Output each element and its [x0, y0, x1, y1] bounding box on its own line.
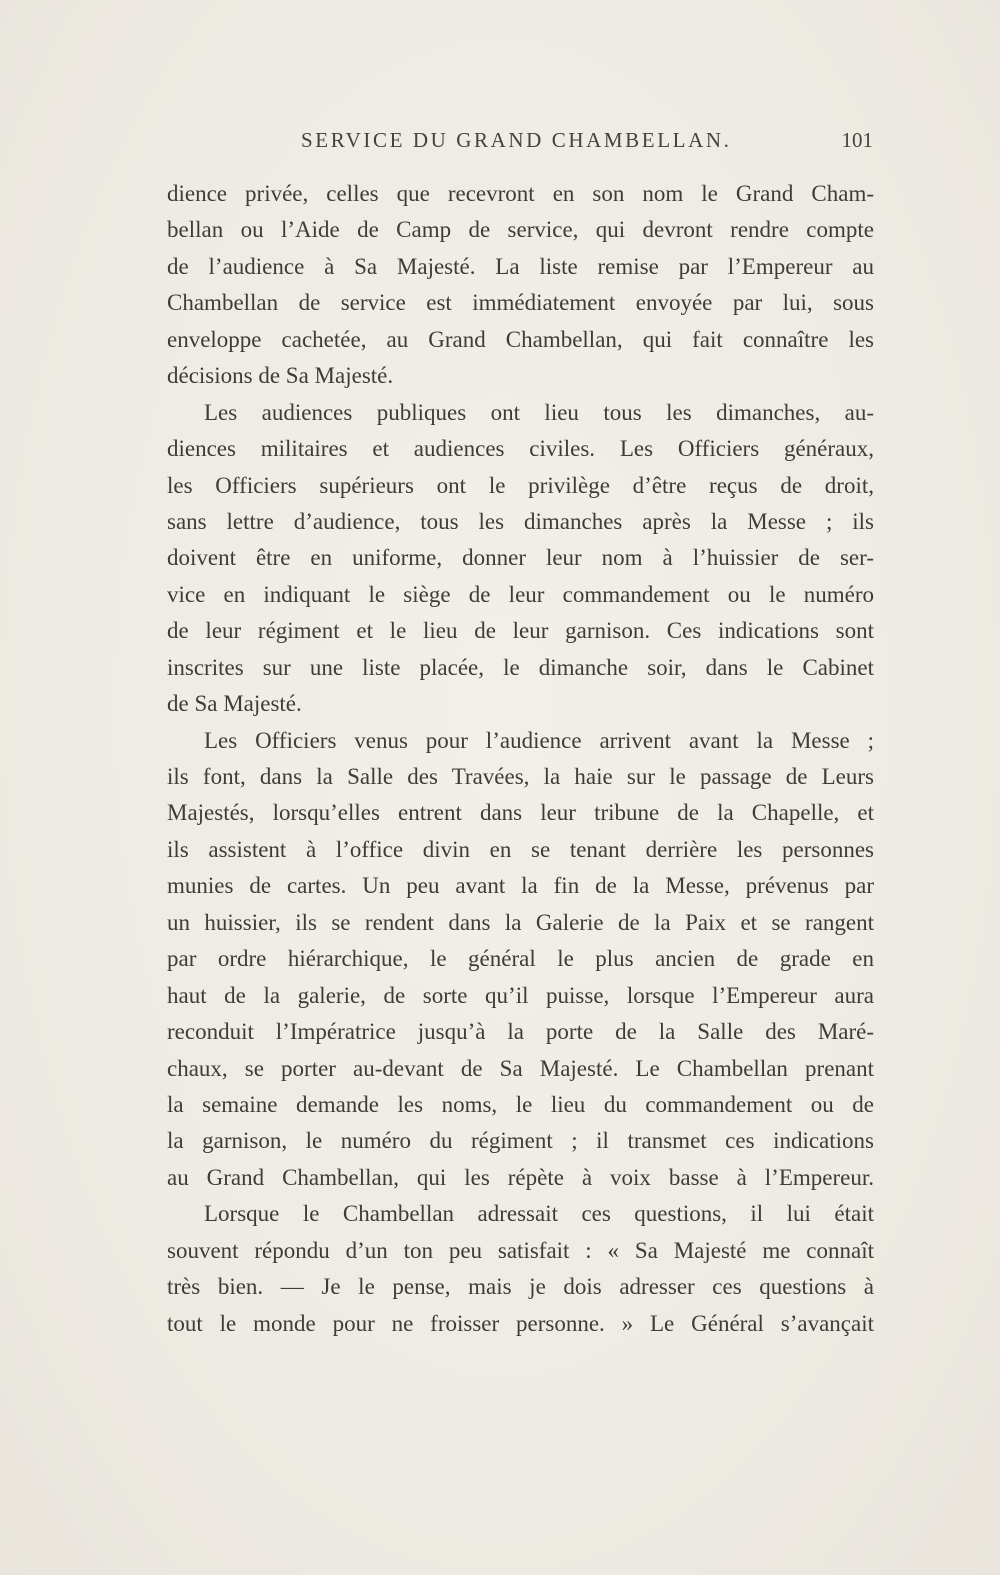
- running-title: SERVICE DU GRAND CHAMBELLAN.: [301, 128, 732, 152]
- text-line: par ordre hiérarchique, le général le plus ancien de grade en: [167, 946, 874, 972]
- text-line: de Sa Majesté.: [167, 691, 302, 717]
- text-line: sans lettre d’audience, tous les dimanches après la Messe ; ils: [167, 508, 874, 534]
- text-line: bellan ou l’Aide de Camp de service, qui devront rendre compte: [167, 217, 874, 243]
- page-number: 101: [841, 128, 873, 152]
- text-line: enveloppe cachetée, au Grand Chambellan, qui fait connaître les: [167, 326, 874, 352]
- text-line: doivent être en uniforme, donner leur nom à l’huissier de ser-: [167, 545, 874, 571]
- text-line: Les Officiers venus pour l’audience arrivent avant la Messe ;: [204, 727, 874, 753]
- running-head: [165, 128, 875, 158]
- text-line: un huissier, ils se rendent dans la Galerie de la Paix et se rangent: [167, 909, 874, 935]
- text-line: Chambellan de service est immédiatement envoyée par lui, sous: [167, 290, 874, 316]
- text-line: les Officiers supérieurs ont le privilège d’être reçus de droit,: [167, 472, 874, 498]
- text-line: Les audiences publiques ont lieu tous les dimanches, au-: [204, 399, 874, 425]
- text-line: ils font, dans la Salle des Travées, la haie sur le passage de Leurs: [167, 764, 874, 789]
- text-line: Lorsque le Chambellan adressait ces questions, il lui était: [204, 1201, 874, 1227]
- text-line: chaux, se porter au-devant de Sa Majesté. Le Chambellan prenant: [167, 1055, 874, 1081]
- text-line: diences militaires et audiences civiles. Les Officiers généraux,: [167, 436, 874, 462]
- text-line: la garnison, le numéro du régiment ; il transmet ces indications: [167, 1128, 874, 1154]
- text-line: Majestés, lorsqu’elles entrent dans leur tribune de la Chapelle, et: [167, 800, 874, 826]
- text-line: dience privée, celles que recevront en son nom le Grand Cham-: [167, 181, 874, 206]
- text-line: souvent répondu d’un ton peu satisfait : « Sa Majesté me connaît: [167, 1237, 874, 1263]
- text-line: ils assistent à l’office divin en se tenant derrière les personnes: [167, 836, 874, 862]
- text-line: vice en indiquant le siège de leur commandement ou le numéro: [167, 581, 874, 607]
- text-line: tout le monde pour ne froisser personne. » Le Général s’avançait: [167, 1310, 874, 1336]
- text-line: de leur régiment et le lieu de leur garnison. Ces indications sont: [167, 618, 874, 644]
- text-line: décisions de Sa Majesté.: [167, 363, 394, 389]
- text-line: de l’audience à Sa Majesté. La liste remise par l’Empereur au: [167, 253, 874, 279]
- text-line: au Grand Chambellan, qui les répète à voix basse à l’Empereur.: [167, 1164, 874, 1190]
- text-line: munies de cartes. Un peu avant la fin de la Messe, prévenus par: [167, 873, 874, 899]
- text-line: haut de la galerie, de sorte qu’il puisse, lorsque l’Empereur aura: [167, 982, 874, 1008]
- text-line: reconduit l’Impératrice jusqu’à la porte de la Salle des Maré-: [167, 1019, 874, 1045]
- body-text: [167, 176, 874, 1342]
- text-line: inscrites sur une liste placée, le dimanche soir, dans le Cabinet: [167, 654, 874, 680]
- text-line: la semaine demande les noms, le lieu du commandement ou de: [167, 1091, 874, 1117]
- text-line: très bien. — Je le pense, mais je dois adresser ces questions à: [167, 1274, 874, 1300]
